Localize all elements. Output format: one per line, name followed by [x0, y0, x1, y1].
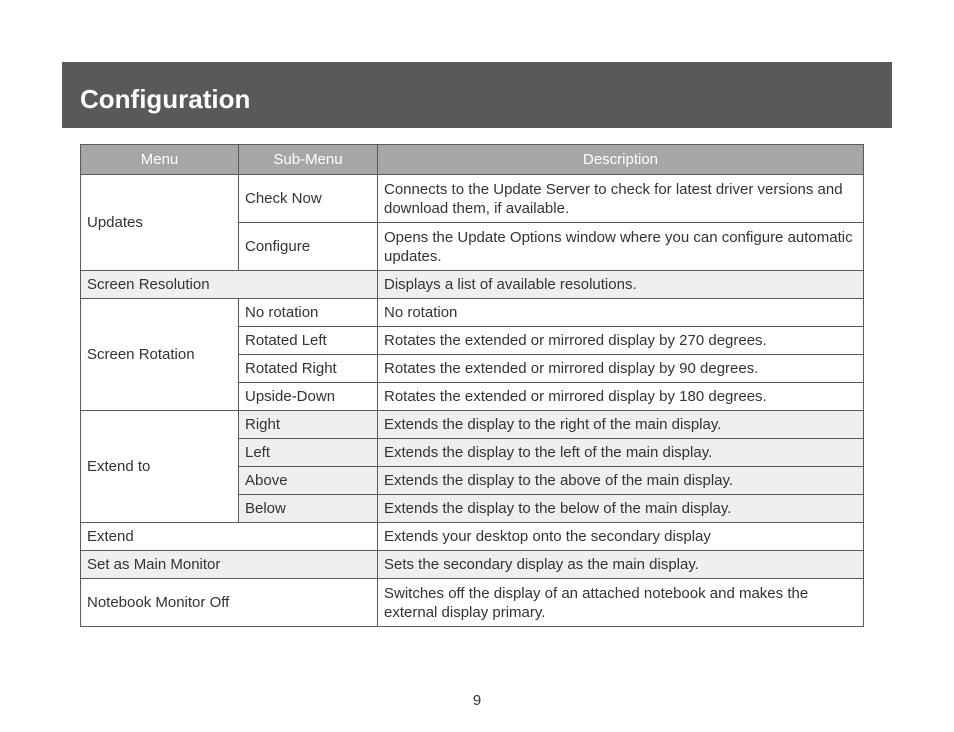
- page-title: Configuration: [80, 84, 251, 114]
- title-bar: [62, 62, 892, 128]
- description-cell: Extends the display to the below of the main display.: [378, 495, 864, 523]
- menu-cell-set-as-main-monitor: Set as Main Monitor: [81, 551, 378, 579]
- submenu-cell: Check Now: [239, 175, 378, 223]
- header-description: Description: [378, 145, 864, 175]
- menu-cell-extend: Extend: [81, 523, 378, 551]
- menu-cell-screen-rotation: Screen Rotation: [81, 299, 239, 411]
- table-row: [81, 271, 864, 299]
- submenu-cell: Left: [239, 439, 378, 467]
- description-cell: Connects to the Update Server to check for latest driver versions and download them, if available.: [378, 175, 864, 223]
- submenu-cell: Configure: [239, 223, 378, 271]
- table-row: [81, 551, 864, 579]
- submenu-cell: Above: [239, 467, 378, 495]
- submenu-cell: Right: [239, 411, 378, 439]
- table-row: [81, 579, 864, 627]
- menu-cell-updates: Updates: [81, 175, 239, 271]
- configuration-table: [80, 144, 864, 627]
- submenu-cell: Rotated Right: [239, 355, 378, 383]
- description-cell: Extends the display to the above of the main display.: [378, 467, 864, 495]
- submenu-cell: No rotation: [239, 299, 378, 327]
- menu-cell-notebook-monitor-off: Notebook Monitor Off: [81, 579, 378, 627]
- description-cell: Displays a list of available resolutions.: [378, 271, 864, 299]
- table-row: [81, 299, 864, 327]
- table-row: [81, 411, 864, 439]
- header-sub-menu: Sub-Menu: [239, 145, 378, 175]
- page-number: 9: [472, 692, 482, 709]
- table-row: [81, 523, 864, 551]
- description-cell: Rotates the extended or mirrored display by 90 degrees.: [378, 355, 864, 383]
- menu-cell-screen-resolution: Screen Resolution: [81, 271, 378, 299]
- header-menu: Menu: [81, 145, 239, 175]
- submenu-cell: Upside-Down: [239, 383, 378, 411]
- description-cell: Opens the Update Options window where you can configure automatic updates.: [378, 223, 864, 271]
- description-cell: Sets the secondary display as the main display.: [378, 551, 864, 579]
- description-cell: Extends the display to the left of the main display.: [378, 439, 864, 467]
- description-cell: No rotation: [378, 299, 864, 327]
- description-cell: Extends your desktop onto the secondary display: [378, 523, 864, 551]
- description-cell: Extends the display to the right of the main display.: [378, 411, 864, 439]
- menu-cell-extend-to: Extend to: [81, 411, 239, 523]
- description-cell: Rotates the extended or mirrored display by 180 degrees.: [378, 383, 864, 411]
- table-row: [81, 175, 864, 223]
- submenu-cell: Below: [239, 495, 378, 523]
- table-header-row: [81, 145, 864, 175]
- description-cell: Switches off the display of an attached notebook and makes the external display primary.: [378, 579, 864, 627]
- submenu-cell: Rotated Left: [239, 327, 378, 355]
- description-cell: Rotates the extended or mirrored display by 270 degrees.: [378, 327, 864, 355]
